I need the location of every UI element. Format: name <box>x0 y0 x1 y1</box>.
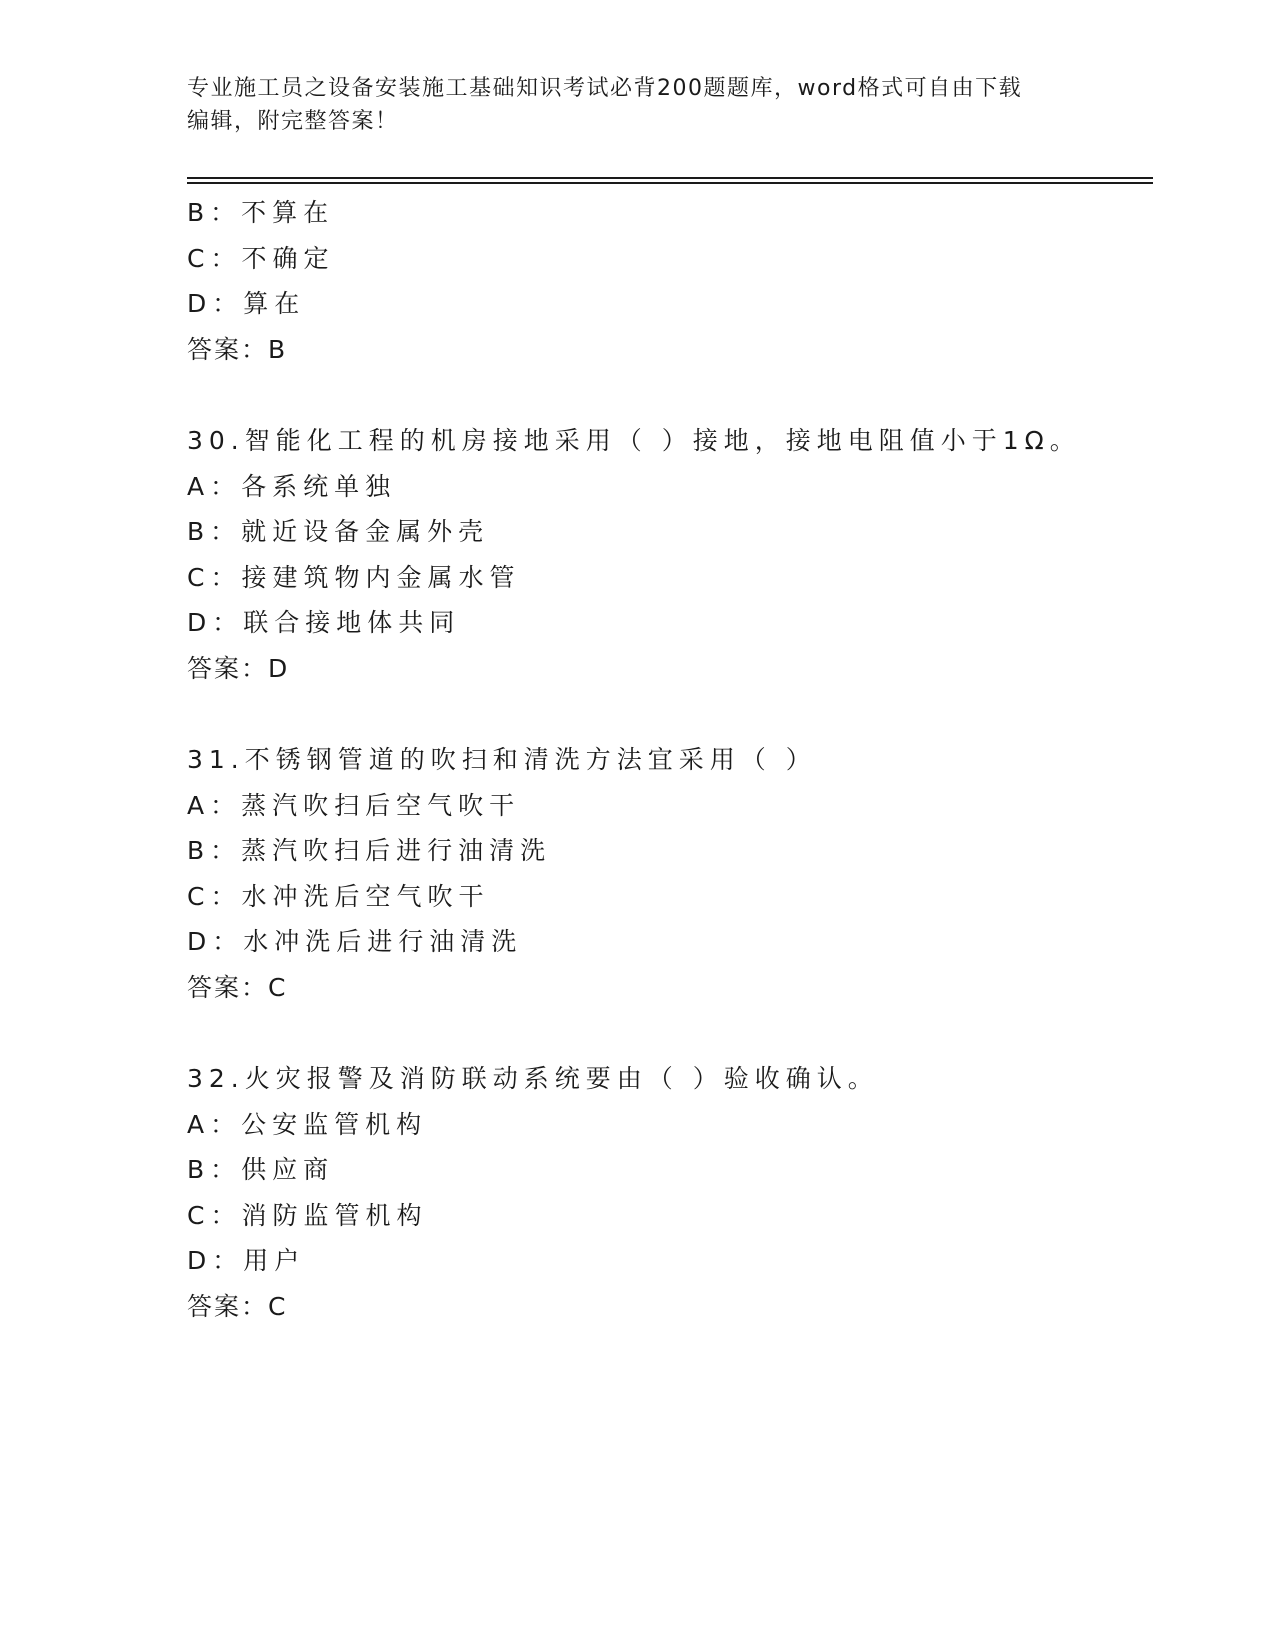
option-c: C：水冲洗后空气吹干 <box>187 881 490 911</box>
question-29-block <box>187 190 1187 372</box>
option-c: C：不确定 <box>187 243 335 273</box>
option-d: D：算在 <box>187 289 306 318</box>
option-b: B：蒸汽吹扫后进行油清洗 <box>187 836 552 865</box>
option-b: B：供应商 <box>187 1155 335 1184</box>
option-c: C：接建筑物内金属水管 <box>187 562 521 592</box>
question-31-block <box>187 737 1187 1010</box>
answer: 答案：B <box>187 334 288 364</box>
header-title-line-1: 专业施工员之设备安装施工基础知识考试必背200题题库，word格式可自由下载 <box>187 76 1023 101</box>
header-divider-top <box>187 177 1153 179</box>
option-d: D：用户 <box>187 1246 306 1275</box>
option-d: D：水冲洗后进行油清洗 <box>187 927 523 956</box>
option-c: C：消防监管机构 <box>187 1200 428 1230</box>
spacer <box>187 691 1187 737</box>
question-text: 30.智能化工程的机房接地采用（ ）接地，接地电阻值小于1Ω。 <box>187 426 1081 455</box>
option-a: A：蒸汽吹扫后空气吹干 <box>187 790 521 820</box>
option-b: B：就近设备金属外壳 <box>187 517 490 546</box>
answer: 答案：D <box>187 653 290 683</box>
header-divider-bottom <box>187 182 1153 184</box>
answer: 答案：C <box>187 972 288 1002</box>
option-b: B：不算在 <box>187 198 335 227</box>
question-30-block <box>187 418 1187 691</box>
option-a: A：各系统单独 <box>187 471 397 501</box>
document-header <box>187 72 1067 138</box>
question-32-block <box>187 1056 1187 1329</box>
spacer <box>187 1010 1187 1056</box>
spacer <box>187 372 1187 418</box>
question-text: 32.火灾报警及消防联动系统要由（ ）验收确认。 <box>187 1064 879 1093</box>
question-list <box>187 190 1187 1329</box>
option-d: D：联合接地体共同 <box>187 608 461 637</box>
header-title-line-2: 编辑，附完整答案！ <box>187 109 399 134</box>
answer: 答案：C <box>187 1291 288 1321</box>
question-text: 31.不锈钢管道的吹扫和清洗方法宜采用（ ） <box>187 745 817 774</box>
option-a: A：公安监管机构 <box>187 1109 428 1139</box>
